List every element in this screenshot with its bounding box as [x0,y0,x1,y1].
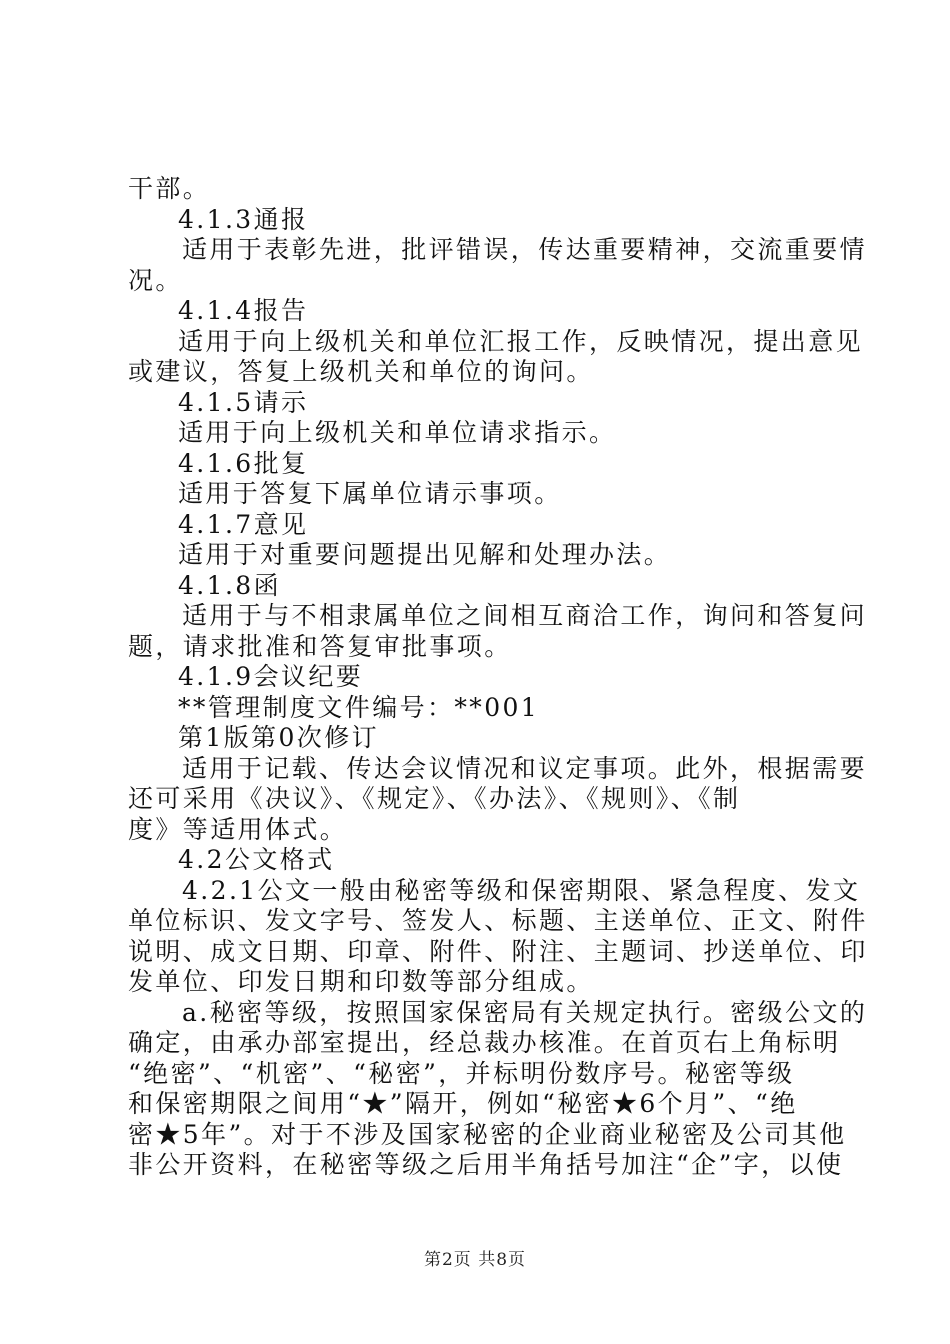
paragraph-line: a.秘密等级，按照国家保密局有关规定执行。密级公文的 [182,997,868,1027]
paragraph-line: “绝密”、“机密”、“秘密”，并标明份数序号。秘密等级 [128,1058,795,1088]
paragraph-line: 适用于记载、传达会议情况和议定事项。此外，根据需要 [182,753,868,783]
paragraph-line: 非公开资料，在秘密等级之后用半角括号加注“企”字，以使 [128,1150,844,1179]
paragraph-line: 度》等适用体式。 [128,814,348,844]
paragraph-line: 适用于答复下属单位请示事项。 [178,479,562,508]
document-number-line: **管理制度文件编号：**001 [178,692,540,722]
paragraph-line: 适用于与不相隶属单位之间相互商洽工作，询问和答复问 [182,601,868,630]
page-footer [0,1245,950,1270]
paragraph-line: 题，请求批准和答复审批事项。 [128,631,512,661]
paragraph-line: 说明、成文日期、印章、附件、附注、主题词、抄送单位、印 [128,936,868,966]
paragraph-line: 密★5年”。对于不涉及国家秘密的企业商业秘密及公司其他 [128,1119,847,1149]
paragraph-line: 发单位、印发日期和印数等部分组成。 [128,967,594,996]
paragraph-line: 还可采用《决议》、《规定》、《办法》、《规则》、《制 [128,784,741,813]
document-body [128,174,868,1181]
section-heading: 4.1.9会议纪要 [178,662,364,691]
paragraph-line: 单位标识、发文字号、签发人、标题、主送单位、正文、附件 [128,906,868,935]
paragraph-line: 适用于对重要问题提出见解和处理办法。 [178,540,672,569]
section-heading: 4.1.3通报 [178,204,309,234]
section-heading: 4.1.8函 [178,570,282,600]
paragraph-line: 和保密期限之间用“★”隔开，例如“秘密★6个月”、“绝 [128,1089,798,1118]
section-heading: 4.2公文格式 [178,845,335,874]
paragraph-line: 4.2.1公文一般由秘密等级和保密期限、紧急程度、发文 [182,875,861,905]
paragraph-line: 适用于向上级机关和单位请求指示。 [178,418,617,447]
section-heading: 4.1.4报告 [178,296,309,325]
section-heading: 4.1.7意见 [178,509,309,539]
section-heading: 4.1.6批复 [178,448,309,478]
section-heading: 4.1.5请示 [178,387,309,417]
paragraph-line: 确定，由承办部室提出，经总裁办核准。在首页右上角标明 [128,1028,841,1057]
paragraph-line: 或建议，答复上级机关和单位的询问。 [128,357,594,386]
paragraph-line: 适用于表彰先进，批评错误，传达重要精神，交流重要情 [182,235,868,264]
paragraph-line: 适用于向上级机关和单位汇报工作，反映情况，提出意见 [178,326,864,356]
page-number-label: 第2页 共8页 [423,1250,527,1270]
paragraph-line: 况。 [128,265,183,295]
revision-line: 第1版第0次修订 [178,723,380,752]
paragraph-line: 干部。 [128,174,211,203]
